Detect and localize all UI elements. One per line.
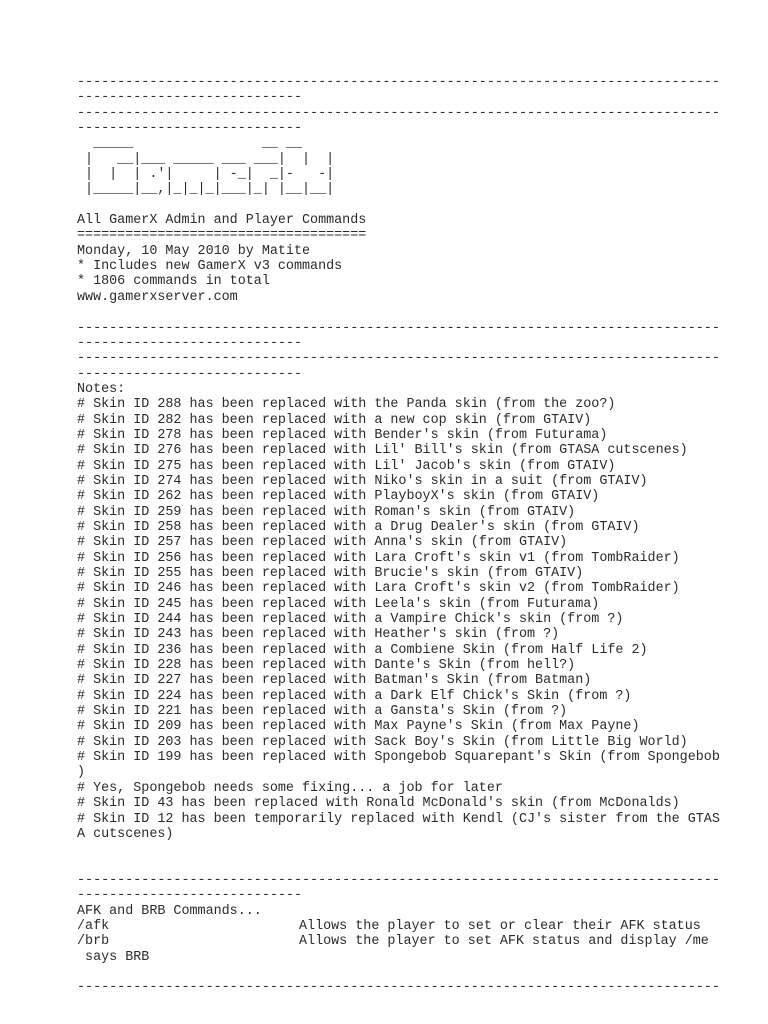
- separator: --------------------------------------------------------------------------------: [77, 351, 720, 367]
- command-description: Allows the player to set or clear their AFK status: [299, 918, 701, 934]
- header-bullet: * 1806 commands in total: [77, 274, 270, 290]
- header-bullet: * Includes new GamerX v3 commands: [77, 259, 343, 275]
- note-line: # Skin ID 244 has been replaced with a Vampire Chick's skin (from ?): [77, 612, 624, 628]
- note-line: # Skin ID 246 has been replaced with Lara Croft's skin v2 (from TombRaider): [77, 581, 680, 597]
- blank-line: [77, 858, 757, 873]
- blank-line: [77, 842, 757, 857]
- note-line: # Skin ID 256 has been replaced with Lara Croft's skin v1 (from TombRaider): [77, 550, 680, 566]
- notes-list: [77, 397, 757, 842]
- note-line: # Skin ID 278 has been replaced with Bender's skin (from Futurama): [77, 427, 608, 443]
- document-title: All GamerX Admin and Player Commands: [77, 213, 367, 229]
- note-line: # Yes, Spongebob needs some fixing... a job for later: [77, 780, 503, 796]
- note-line: # Skin ID 276 has been replaced with Lil' Bill's skin (from GTASA cutscenes): [77, 443, 688, 459]
- note-line: # Skin ID 262 has been replaced with PlayboyX's skin (from GTAIV): [77, 489, 600, 505]
- note-line: # Skin ID 12 has been temporarily replaced with Kendl (CJ's sister from the GTAS: [77, 811, 720, 827]
- separator: --------------------------------------------------------------------------------: [77, 75, 720, 90]
- note-line: ): [77, 765, 86, 781]
- note-line: # Skin ID 236 has been replaced with a Combiene Skin (from Half Life 2): [77, 642, 648, 658]
- ascii-banner: [77, 136, 757, 197]
- note-line: # Skin ID 245 has been replaced with Leela's skin (from Futurama): [77, 596, 600, 612]
- command-brb: [77, 934, 757, 965]
- date-author-line: Monday, 10 May 2010 by Matite: [77, 243, 311, 259]
- note-line: # Skin ID 275 has been replaced with Lil' Jacob's skin (from GTAIV): [77, 458, 616, 474]
- blank-line: [77, 965, 757, 980]
- separator: ----------------------------: [77, 90, 302, 106]
- separator: --------------------------------------------------------------------------------: [77, 980, 720, 996]
- note-line: # Skin ID 258 has been replaced with a Drug Dealer's skin (from GTAIV): [77, 519, 640, 535]
- note-line: # Skin ID 227 has been replaced with Batman's Skin (from Batman): [77, 673, 592, 689]
- note-line: # Skin ID 255 has been replaced with Brucie's skin (from GTAIV): [77, 566, 584, 581]
- note-line: # Skin ID 199 has been replaced with Spongebob Squarepant's Skin (from Spongebob: [77, 750, 720, 766]
- separator: --------------------------------------------------------------------------------: [77, 872, 720, 888]
- note-line: # Skin ID 209 has been replaced with Max Payne's Skin (from Max Payne): [77, 719, 640, 735]
- banner-row: | | | .'| | -_| _|- -|: [77, 167, 335, 183]
- command-name: /brb: [77, 934, 110, 950]
- note-line: # Skin ID 228 has been replaced with Dante's Skin (from hell?): [77, 658, 576, 674]
- separator: ----------------------------: [77, 121, 302, 137]
- note-line: # Skin ID 224 has been replaced with a Dark Elf Chick's Skin (from ?): [77, 688, 632, 704]
- command-afk: [77, 919, 757, 934]
- note-line: # Skin ID 43 has been replaced with Ronald McDonald's skin (from McDonalds): [77, 796, 680, 812]
- banner-row: _____ __ __: [77, 136, 302, 152]
- note-line: # Skin ID 282 has been replaced with a new cop skin (from GTAIV): [77, 412, 592, 428]
- separator: ----------------------------: [77, 366, 302, 382]
- command-name: /afk: [77, 918, 110, 934]
- blank-line: [77, 198, 757, 213]
- command-description-wrap: says BRB: [77, 949, 150, 965]
- note-line: # Skin ID 257 has been replaced with Anna's skin (from GTAIV): [77, 535, 568, 551]
- title-underline: ====================================: [77, 228, 367, 244]
- document: [77, 75, 757, 996]
- blank-line: [77, 305, 757, 320]
- note-line: # Skin ID 274 has been replaced with Niko's skin in a suit (from GTAIV): [77, 473, 648, 489]
- separator: --------------------------------------------------------------------------------: [77, 320, 720, 336]
- note-line: # Skin ID 243 has been replaced with Heather's skin (from ?): [77, 627, 560, 643]
- note-line: A cutscenes): [77, 826, 174, 842]
- command-description: Allows the player to set AFK status and display /me: [299, 934, 709, 950]
- separator: ----------------------------: [77, 888, 302, 904]
- notes-heading: Notes:: [77, 381, 126, 397]
- separator: --------------------------------------------------------------------------------: [77, 105, 720, 121]
- banner-row: | __|___ _____ ___ ___| | |: [77, 151, 335, 167]
- note-line: # Skin ID 221 has been replaced with a Gansta's Skin (from ?): [77, 704, 568, 720]
- website-url: www.gamerxserver.com: [77, 289, 238, 305]
- section-heading-afk: AFK and BRB Commands...: [77, 903, 262, 919]
- note-line: # Skin ID 203 has been replaced with Sack Boy's Skin (from Little Big World): [77, 734, 688, 750]
- banner-row: |_____|__,|_|_|_|___|_| |__|__|: [77, 182, 335, 198]
- separator: ----------------------------: [77, 335, 302, 351]
- note-line: # Skin ID 259 has been replaced with Roman's skin (from GTAIV): [77, 504, 576, 520]
- note-line: # Skin ID 288 has been replaced with the Panda skin (from the zoo?): [77, 397, 616, 413]
